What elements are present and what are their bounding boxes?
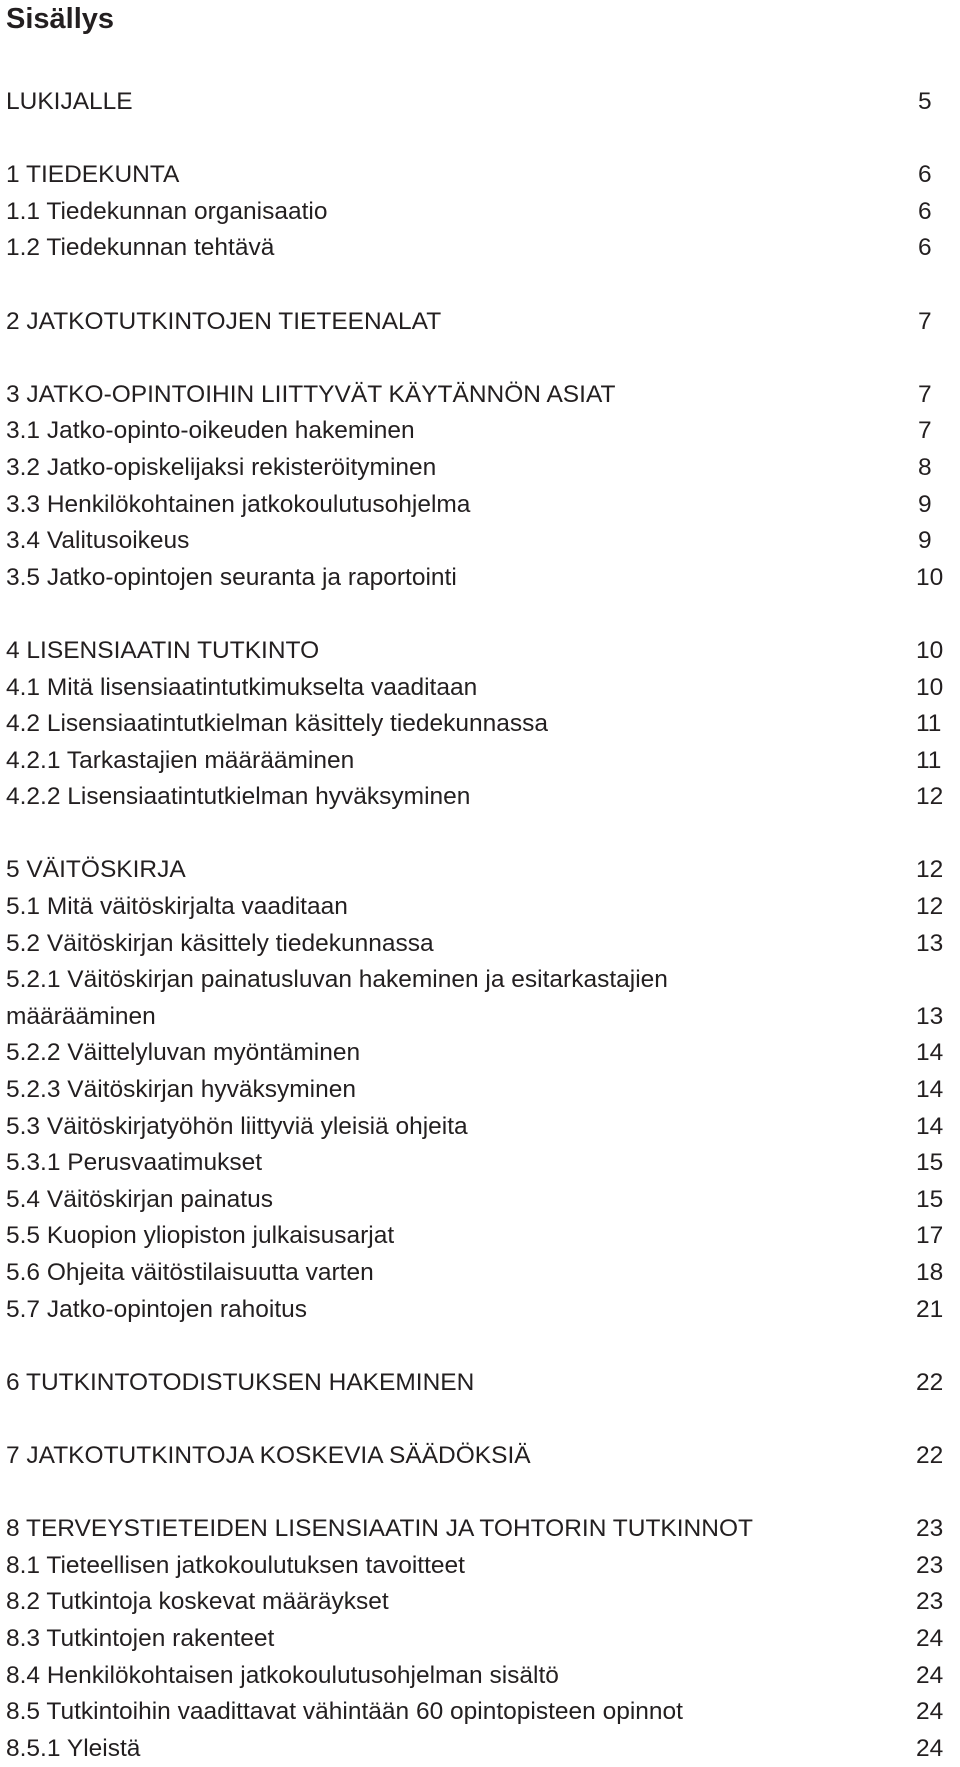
toc-entry-page: 14 (916, 1076, 944, 1104)
toc-entry-label-line: 5.2.1 Väitöskirjan painatusluvan hakeminen ja esitarkastajien (6, 966, 668, 994)
toc-entry[interactable] (6, 852, 960, 889)
toc-entry-label: 6 TUTKINTOTODISTUKSEN HAKEMINEN (6, 1368, 475, 1396)
table-of-contents (6, 84, 960, 1767)
toc-entry[interactable] (6, 926, 960, 963)
toc-entry[interactable] (6, 487, 960, 524)
toc-entry[interactable] (6, 523, 960, 560)
toc-entry-label: 5.7 Jatko-opintojen rahoitus (6, 1295, 307, 1323)
toc-entry-label: 8.5 Tutkintoihin vaadittavat vähintään 60 opintopisteen opinnot (6, 1698, 683, 1726)
page-title: Sisällys (6, 3, 115, 35)
toc-entry-page: 23 (916, 1551, 944, 1579)
toc-entry-label: 5.2.3 Väitöskirjan hyväksyminen (6, 1076, 356, 1104)
toc-entry-page: 24 (916, 1698, 944, 1726)
toc-entry-page: 6 (918, 161, 932, 189)
toc-entry[interactable] (6, 1621, 960, 1658)
toc-entry-label: 8.3 Tutkintojen rakenteet (6, 1624, 275, 1652)
toc-entry-label: 8.5.1 Yleistä (6, 1734, 141, 1762)
toc-entry[interactable] (6, 413, 960, 450)
toc-entry-page: 7 (918, 380, 932, 408)
toc-entry-label: 1 TIEDEKUNTA (6, 161, 180, 189)
toc-entry-page: 9 (918, 527, 932, 555)
toc-entry-page: 15 (916, 1149, 944, 1177)
toc-entry-page: 13 (916, 1002, 944, 1030)
toc-entry-label: 4.2 Lisensiaatintutkielman käsittely tiedekunnassa (6, 710, 549, 738)
toc-entry[interactable] (6, 84, 960, 121)
toc-entry-page: 17 (916, 1222, 944, 1250)
toc-entry-page: 24 (916, 1624, 944, 1652)
toc-entry-label-line: määrääminen (6, 1002, 156, 1030)
toc-entry-page: 14 (916, 1039, 944, 1067)
toc-entry-page: 23 (916, 1515, 944, 1543)
toc-entry[interactable] (6, 1109, 960, 1146)
toc-entry[interactable] (6, 1365, 960, 1402)
toc-entry[interactable] (6, 1584, 960, 1621)
toc-entry-label: 3.3 Henkilökohtainen jatkokoulutusohjelma (6, 490, 471, 518)
toc-entry-page: 15 (916, 1185, 944, 1213)
toc-entry-label: 4.2.1 Tarkastajien määrääminen (6, 746, 355, 774)
toc-entry-page: 11 (916, 746, 942, 774)
toc-entry[interactable] (6, 670, 960, 707)
toc-entry-label: 3 JATKO-OPINTOIHIN LIITTYVÄT KÄYTÄNNÖN ASIAT (6, 380, 616, 408)
toc-entry[interactable] (6, 1292, 960, 1329)
toc-entry[interactable] (6, 1072, 960, 1109)
toc-entry-page: 11 (916, 710, 942, 738)
toc-entry[interactable] (6, 157, 960, 194)
toc-entry-page: 12 (916, 783, 944, 811)
toc-entry[interactable] (6, 889, 960, 926)
toc-entry-label: 5.3.1 Perusvaatimukset (6, 1149, 263, 1177)
toc-entry-label: 5.5 Kuopion yliopiston julkaisusarjat (6, 1222, 395, 1250)
toc-entry-label: 3.1 Jatko-opinto-oikeuden hakeminen (6, 417, 415, 445)
toc-entry-label: 3.5 Jatko-opintojen seuranta ja raportointi (6, 563, 457, 591)
toc-entry-page: 10 (916, 636, 944, 664)
toc-entry-label: 5.4 Väitöskirjan painatus (6, 1185, 273, 1213)
toc-entry-label: 1.1 Tiedekunnan organisaatio (6, 197, 328, 225)
toc-entry-label: 8.1 Tieteellisen jatkokoulutuksen tavoitteet (6, 1551, 465, 1579)
toc-entry-page: 24 (916, 1734, 944, 1762)
toc-entry[interactable] (6, 1218, 960, 1255)
toc-entry-label: 5.1 Mitä väitöskirjalta vaaditaan (6, 893, 348, 921)
toc-entry[interactable] (6, 377, 960, 414)
toc-entry-page: 12 (916, 856, 944, 884)
toc-entry[interactable] (6, 779, 960, 816)
toc-entry-label: 2 JATKOTUTKINTOJEN TIETEENALAT (6, 307, 442, 335)
toc-entry-page: 22 (916, 1368, 944, 1396)
toc-entry[interactable] (6, 1658, 960, 1695)
toc-entry[interactable] (6, 1731, 960, 1767)
toc-entry-page: 5 (918, 88, 932, 115)
toc-entry[interactable] (6, 633, 960, 670)
toc-entry-page: 10 (916, 673, 944, 701)
toc-entry-page: 9 (918, 490, 932, 518)
toc-entry-page: 7 (918, 307, 932, 335)
toc-entry[interactable] (6, 1694, 960, 1731)
toc-entry-label (6, 962, 668, 1035)
toc-entry-page: 14 (916, 1112, 944, 1140)
toc-entry[interactable] (6, 304, 960, 341)
toc-entry-label: 5.6 Ohjeita väitöstilaisuutta varten (6, 1259, 374, 1286)
toc-entry-label: 3.2 Jatko-opiskelijaksi rekisteröityminen (6, 453, 437, 481)
toc-entry-label: 5.2 Väitöskirjan käsittely tiedekunnassa (6, 929, 434, 957)
toc-entry-label: 5.3 Väitöskirjatyöhön liittyviä yleisiä ohjeita (6, 1112, 468, 1140)
toc-entry-label: 4 LISENSIAATIN TUTKINTO (6, 636, 320, 664)
toc-entry[interactable] (6, 450, 960, 487)
toc-entry-label: 1.2 Tiedekunnan tehtävä (6, 234, 275, 262)
toc-entry[interactable] (6, 1548, 960, 1585)
toc-entry[interactable] (6, 230, 960, 267)
toc-entry[interactable] (6, 1438, 960, 1475)
toc-entry-page: 22 (916, 1441, 944, 1469)
toc-entry-label: 4.1 Mitä lisensiaatintutkimukselta vaaditaan (6, 673, 478, 701)
toc-entry-label: 7 JATKOTUTKINTOJA KOSKEVIA SÄÄDÖKSIÄ (6, 1441, 531, 1469)
toc-entry-label: 8.2 Tutkintoja koskevat määräykset (6, 1588, 389, 1616)
toc-entry-label: LUKIJALLE (6, 88, 133, 115)
toc-entry[interactable] (6, 194, 960, 231)
toc-entry-page: 13 (916, 929, 944, 957)
toc-entry[interactable] (6, 1182, 960, 1219)
toc-entry-page: 21 (916, 1295, 944, 1323)
toc-entry[interactable] (6, 1511, 960, 1548)
toc-entry-page: 23 (916, 1588, 944, 1616)
toc-entry-label: 5 VÄITÖSKIRJA (6, 856, 186, 884)
toc-entry[interactable] (6, 706, 960, 743)
toc-entry-page: 10 (916, 563, 944, 591)
toc-entry-page: 6 (918, 234, 932, 262)
toc-entry[interactable] (6, 1145, 960, 1182)
toc-entry[interactable] (6, 962, 960, 1035)
toc-entry-page: 6 (918, 197, 932, 225)
toc-entry-page: 8 (918, 453, 932, 481)
toc-entry[interactable] (6, 1035, 960, 1072)
toc-entry-page: 24 (916, 1661, 944, 1689)
toc-entry-page: 7 (918, 417, 932, 445)
toc-entry-page: 12 (916, 893, 944, 921)
toc-entry[interactable] (6, 743, 960, 780)
toc-entry-label: 8 TERVEYSTIETEIDEN LISENSIAATIN JA TOHTORIN TUTKINNOT (6, 1515, 753, 1543)
toc-entry-label: 3.4 Valitusoikeus (6, 527, 190, 555)
toc-entry[interactable] (6, 1255, 960, 1292)
toc-entry-page: 18 (916, 1259, 944, 1286)
toc-entry[interactable] (6, 560, 960, 597)
toc-entry-label: 8.4 Henkilökohtaisen jatkokoulutusohjelman sisältö (6, 1661, 559, 1689)
toc-entry-label: 5.2.2 Väittelyluvan myöntäminen (6, 1039, 361, 1067)
toc-entry-label: 4.2.2 Lisensiaatintutkielman hyväksyminen (6, 783, 471, 811)
